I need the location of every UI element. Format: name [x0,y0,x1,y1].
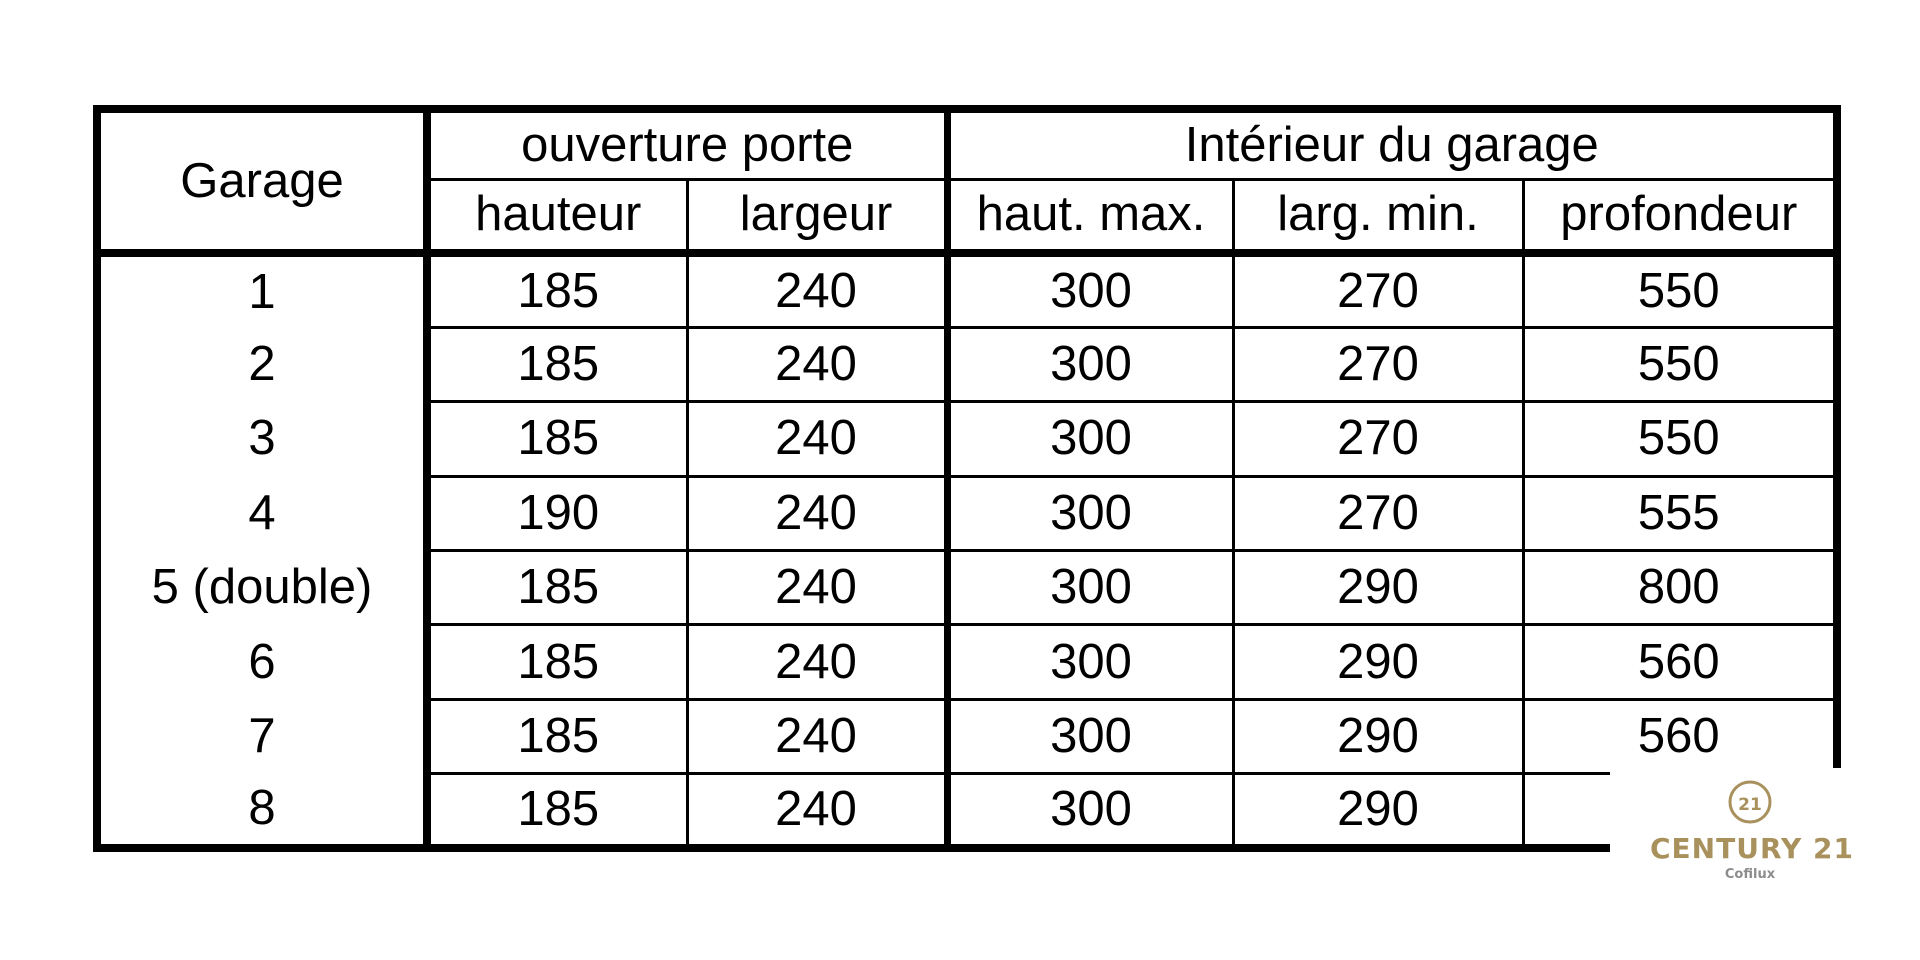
cell-value: 290 [1233,625,1523,699]
header-column: hauteur [427,179,687,253]
cell-value: 550 [1523,402,1837,476]
cell-garage: 1 [97,253,427,327]
cell-value: 190 [427,476,687,550]
cell-value: 290 [1233,774,1523,848]
cell-value: 300 [947,774,1233,848]
cell-value: 300 [947,253,1233,327]
cell-value: 185 [427,625,687,699]
cell-value: 240 [687,699,947,773]
cell-value: 240 [687,774,947,848]
cell-garage: 4 [97,476,427,550]
cell-value: 270 [1233,327,1523,401]
cell-value: 185 [427,551,687,625]
cell-value: 300 [947,476,1233,550]
garage-dimensions-table [93,105,1841,852]
header-column: profondeur [1523,179,1837,253]
century21-seal-icon [1728,778,1772,826]
header-group-door: ouverture porte [427,109,947,179]
cell-garage: 8 [97,774,427,848]
cell-value: 560 [1523,625,1837,699]
cell-value: 300 [947,327,1233,401]
logo-agency-text: Cofilux [1724,867,1776,882]
header-column: largeur [687,179,947,253]
cell-value: 300 [947,551,1233,625]
cell-value: 560 [1523,699,1837,773]
cell-value: 290 [1233,551,1523,625]
cell-value: 240 [687,327,947,401]
cell-value: 550 [1523,253,1837,327]
table-row [97,551,1837,625]
cell-value: 240 [687,253,947,327]
table-row [97,699,1837,773]
cell-value: 240 [687,625,947,699]
cell-value: 240 [687,551,947,625]
cell-value: 270 [1233,402,1523,476]
cell-value: 240 [687,476,947,550]
cell-garage: 3 [97,402,427,476]
header-column: larg. min. [1233,179,1523,253]
cell-value: 185 [427,774,687,848]
table-row [97,327,1837,401]
cell-value: 550 [1523,327,1837,401]
cell-value: 185 [427,327,687,401]
header-column: haut. max. [947,179,1233,253]
cell-value: 240 [687,402,947,476]
cell-garage: 7 [97,699,427,773]
table-row [97,253,1837,327]
table-row [97,476,1837,550]
table-row [97,402,1837,476]
century21-logo [1650,778,1854,882]
cell-value: 185 [427,402,687,476]
logo-brand-text: CENTURY 21 [1650,832,1854,865]
cell-value: 300 [947,699,1233,773]
cell-garage: 6 [97,625,427,699]
cell-value: 270 [1233,476,1523,550]
cell-value: 270 [1233,253,1523,327]
table-row [97,774,1837,848]
cell-value: 290 [1233,699,1523,773]
cell-value: 185 [427,699,687,773]
header-garage: Garage [97,109,427,253]
cell-value: 555 [1523,476,1837,550]
header-row-groups [97,109,1837,179]
cell-value: 300 [947,402,1233,476]
cell-value: 185 [427,253,687,327]
cell-garage: 5 (double) [97,551,427,625]
cell-value: 300 [947,625,1233,699]
cell-value: 800 [1523,551,1837,625]
seal-text: 21 [1738,795,1762,815]
table-row [97,625,1837,699]
cell-garage: 2 [97,327,427,401]
header-group-interior: Intérieur du garage [947,109,1837,179]
